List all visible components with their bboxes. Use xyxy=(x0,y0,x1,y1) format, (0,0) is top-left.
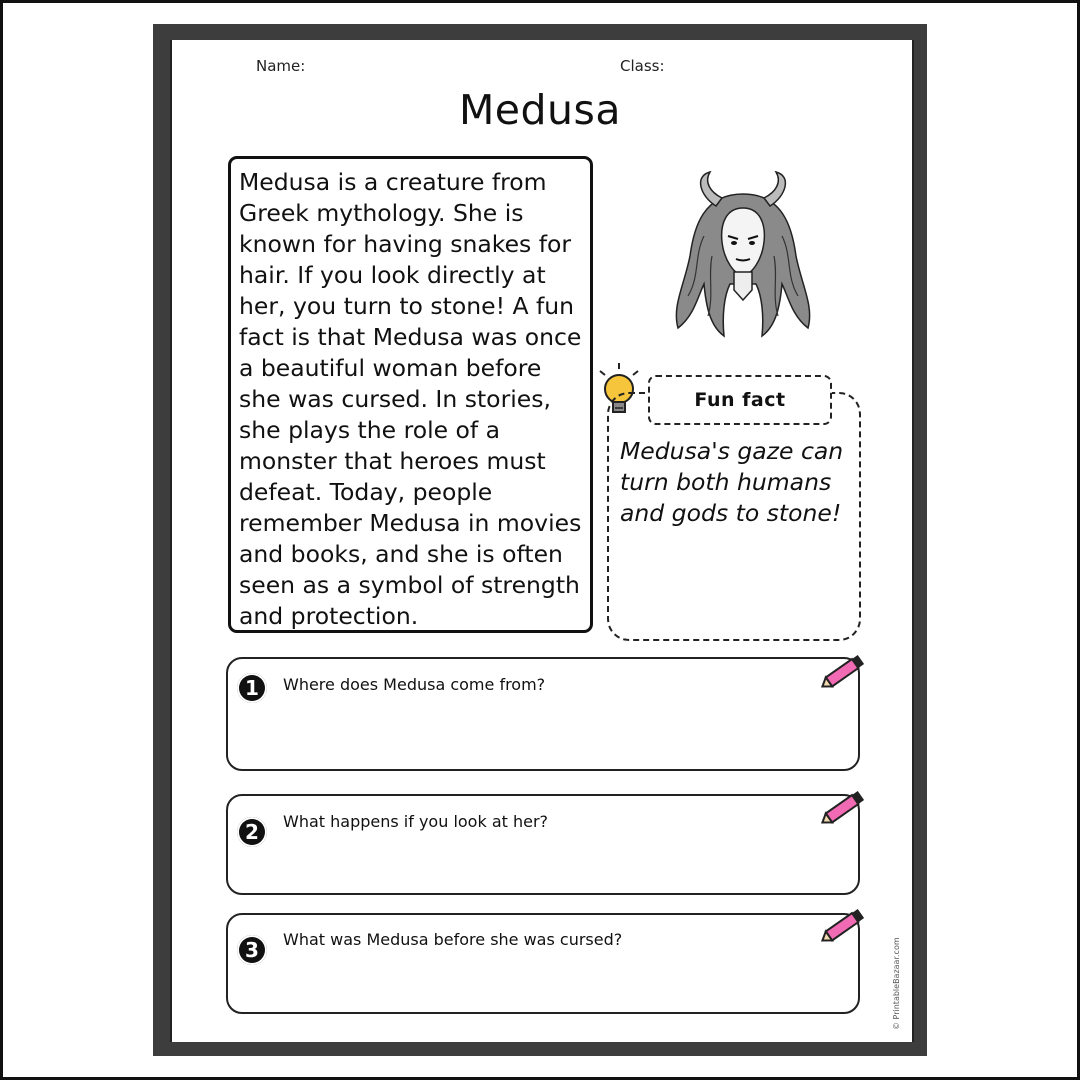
fun-fact-heading: Fun fact xyxy=(648,375,832,425)
fun-fact-text: Medusa's gaze can turn both humans and gods to stone! xyxy=(620,437,844,527)
class-label: Class: xyxy=(620,57,665,75)
copyright-credit: © PrintableBazaar.com xyxy=(892,937,901,1030)
question-number-2: 2 xyxy=(237,817,267,847)
name-label: Name: xyxy=(256,57,306,75)
reading-passage: Medusa is a creature from Greek mythology. She is known for having snakes for hair. If you look directly at her, you turn to stone! A fun fact is that Medusa was once a beautiful woman before she was cursed. In stories, she plays the role of a monster that heroes must defeat. Today, people remember Medusa in movies and books, and she is often seen as a symbol of strength and protection. xyxy=(228,156,593,633)
pencil-icon xyxy=(818,650,870,694)
page-title: Medusa xyxy=(458,86,622,134)
pencil-icon xyxy=(818,904,870,948)
question-text-2: What happens if you look at her? xyxy=(283,812,549,831)
question-text-3: What was Medusa before she was cursed? xyxy=(283,930,623,949)
pencil-icon xyxy=(818,786,870,830)
medusa-illustration xyxy=(664,166,822,338)
question-number-3: 3 xyxy=(237,935,267,965)
answer-box-2[interactable] xyxy=(226,794,860,895)
question-number-1: 1 xyxy=(237,673,267,703)
question-text-1: Where does Medusa come from? xyxy=(283,675,546,694)
answer-box-3[interactable] xyxy=(226,913,860,1014)
